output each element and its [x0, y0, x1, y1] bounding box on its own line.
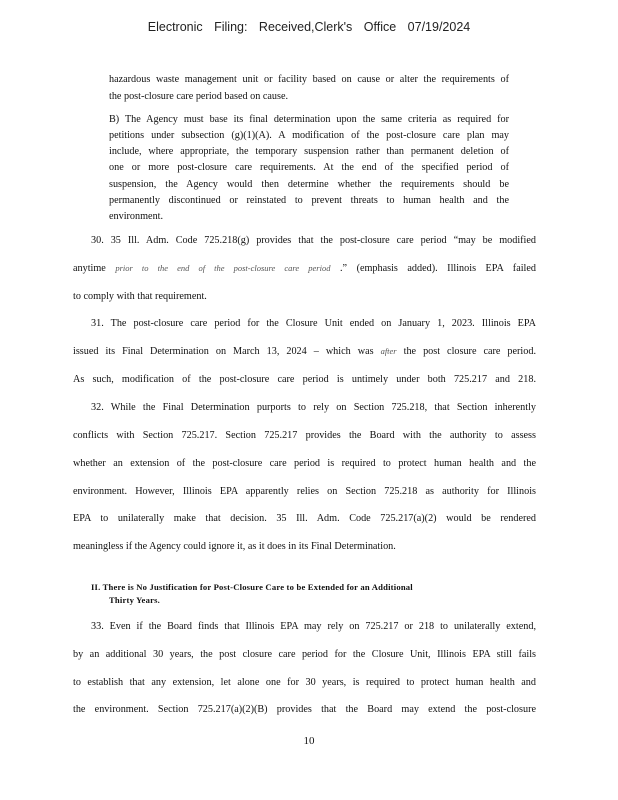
- quote-b-line-3: include, where appropriate, the temporary suspension rather than permanent deletion of: [109, 146, 509, 157]
- paragraph-32-line-1: 32. While the Final Determination purports to rely on Section 725.218, that Section inherently: [91, 402, 536, 413]
- quote-b-line-5: suspension, the Agency would then determine whether the requirements should be: [109, 179, 509, 190]
- quote-b-line-1: B) The Agency must base its final determination upon the same criteria as required for: [109, 114, 509, 125]
- paragraph-32-line-3: whether an extension of the post-closure care period is required to protect human health and the: [73, 458, 536, 469]
- emphasis-prior-to-end: prior to the end of the post-closure care period: [115, 263, 331, 273]
- paragraph-32-line-4: environment. However, Illinois EPA apparently relies on Section 725.218 as authority for Illinois: [73, 486, 536, 497]
- electronic-filing-header: Electronic Filing: Received,Clerk's Office 07/19/2024: [147, 20, 471, 34]
- quote-a-line-2: the post-closure care period based on cause.: [109, 91, 289, 102]
- quote-b-line-4: one or more post-closure care requirements. At the end of the specified period of: [109, 162, 509, 173]
- section-heading-line-1: II. There is No Justification for Post-Closure Care to be Extended for an Additional: [91, 582, 413, 592]
- quote-a-line-1: hazardous waste management unit or facility based on cause or alter the requirements of: [109, 74, 509, 85]
- quote-b-line-2: petitions under subsection (g)(1)(A). A modification of the post-closure care plan may: [109, 130, 509, 141]
- paragraph-32-line-6: meaningless if the Agency could ignore it, as it does in its Final Determination.: [73, 541, 396, 552]
- section-heading-line-2: Thirty Years.: [109, 595, 160, 605]
- section-heading-ii: [91, 582, 413, 605]
- paragraph-30-line-2: anytime prior to the end of the post-closure care period .” (emphasis added). Illinois EPA failed: [73, 263, 536, 274]
- page-number: 10: [303, 735, 315, 747]
- quote-b-line-6: permanently discontinued or reinstated to prevent threats to human health and the: [109, 195, 509, 206]
- paragraph-33-line-4: the environment. Section 725.217(a)(2)(B) provides that the Board may extend the post-closure: [73, 704, 536, 715]
- paragraph-31-line-3: As such, modification of the post-closure care period is untimely under both 725.217 and 218.: [73, 374, 536, 385]
- paragraph-30-line-3: to comply with that requirement.: [73, 291, 207, 302]
- paragraph-31-line-1: 31. The post-closure care period for the Closure Unit ended on January 1, 2023. Illinois EPA: [91, 318, 536, 329]
- paragraph-32-line-2: conflicts with Section 725.217. Section 725.217 provides the Board with the authority to assess: [73, 430, 536, 441]
- paragraph-30-line-1: 30. 35 Ill. Adm. Code 725.218(g) provides that the post-closure care period “may be modified: [91, 235, 536, 246]
- paragraph-31-line-2: issued its Final Determination on March 13, 2024 – which was after the post closure care period.: [73, 346, 536, 357]
- paragraph-33-line-1: 33. Even if the Board finds that Illinois EPA may rely on 725.217 or 218 to unilaterally extend,: [91, 621, 536, 632]
- quote-b-line-7: environment.: [109, 211, 164, 222]
- paragraph-33-line-3: to establish that any extension, let alone one for 30 years, is required to protect human health and: [73, 677, 536, 688]
- paragraph-33-line-2: by an additional 30 years, the post closure care period for the Closure Unit, Illinois EPA still fails: [73, 649, 536, 660]
- emphasis-after: after: [380, 346, 397, 356]
- paragraph-32-line-5: EPA to unilaterally make that decision. 35 Ill. Adm. Code 725.217(a)(2) would be rendered: [73, 513, 536, 524]
